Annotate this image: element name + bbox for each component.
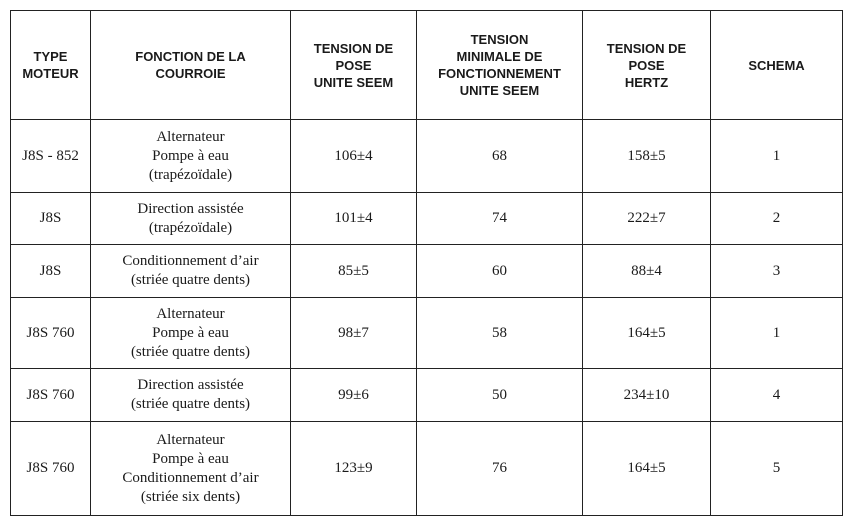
table-row [11,120,843,193]
cell-tension-minimale-seem: 58 [417,298,583,369]
cell-fonction: Direction assistée (striée quatre dents) [91,369,291,422]
cell-tension-pose-seem: 101±4 [291,193,417,245]
cell-fonction: Alternateur Pompe à eau (striée quatre dents) [91,298,291,369]
cell-type-moteur: J8S 760 [11,422,91,516]
header-tension-minimale-seem: TENSION MINIMALE DE FONCTIONNEMENT UNITE SEEM [417,11,583,120]
header-row [11,11,843,120]
table-header [11,11,843,120]
header-schema: SCHEMA [711,11,843,120]
table-row [11,298,843,369]
header-tension-pose-hertz: TENSION DE POSE HERTZ [583,11,711,120]
cell-tension-pose-seem: 106±4 [291,120,417,193]
cell-type-moteur: J8S [11,193,91,245]
cell-schema: 3 [711,245,843,298]
cell-tension-minimale-seem: 68 [417,120,583,193]
cell-tension-minimale-seem: 76 [417,422,583,516]
cell-schema: 1 [711,120,843,193]
cell-tension-pose-seem: 99±6 [291,369,417,422]
cell-type-moteur: J8S - 852 [11,120,91,193]
cell-tension-pose-seem: 85±5 [291,245,417,298]
cell-fonction: Alternateur Pompe à eau Conditionnement d’air (striée six dents) [91,422,291,516]
cell-type-moteur: J8S 760 [11,298,91,369]
table-row [11,245,843,298]
cell-schema: 5 [711,422,843,516]
cell-tension-pose-hertz: 88±4 [583,245,711,298]
header-type-moteur: TYPE MOTEUR [11,11,91,120]
header-tension-pose-seem: TENSION DE POSE UNITE SEEM [291,11,417,120]
cell-fonction: Direction assistée (trapézoïdale) [91,193,291,245]
cell-fonction: Alternateur Pompe à eau (trapézoïdale) [91,120,291,193]
cell-tension-pose-seem: 98±7 [291,298,417,369]
cell-tension-minimale-seem: 74 [417,193,583,245]
belt-tension-table [10,10,843,516]
cell-tension-pose-hertz: 222±7 [583,193,711,245]
cell-schema: 1 [711,298,843,369]
cell-tension-pose-hertz: 158±5 [583,120,711,193]
header-fonction-courroie: FONCTION DE LA COURROIE [91,11,291,120]
cell-tension-minimale-seem: 50 [417,369,583,422]
cell-type-moteur: J8S [11,245,91,298]
cell-tension-pose-hertz: 234±10 [583,369,711,422]
table-row [11,193,843,245]
cell-tension-minimale-seem: 60 [417,245,583,298]
cell-schema: 2 [711,193,843,245]
cell-type-moteur: J8S 760 [11,369,91,422]
cell-tension-pose-hertz: 164±5 [583,298,711,369]
table-row [11,369,843,422]
cell-fonction: Conditionnement d’air (striée quatre dents) [91,245,291,298]
table-body [11,120,843,516]
table-row [11,422,843,516]
cell-schema: 4 [711,369,843,422]
cell-tension-pose-seem: 123±9 [291,422,417,516]
cell-tension-pose-hertz: 164±5 [583,422,711,516]
